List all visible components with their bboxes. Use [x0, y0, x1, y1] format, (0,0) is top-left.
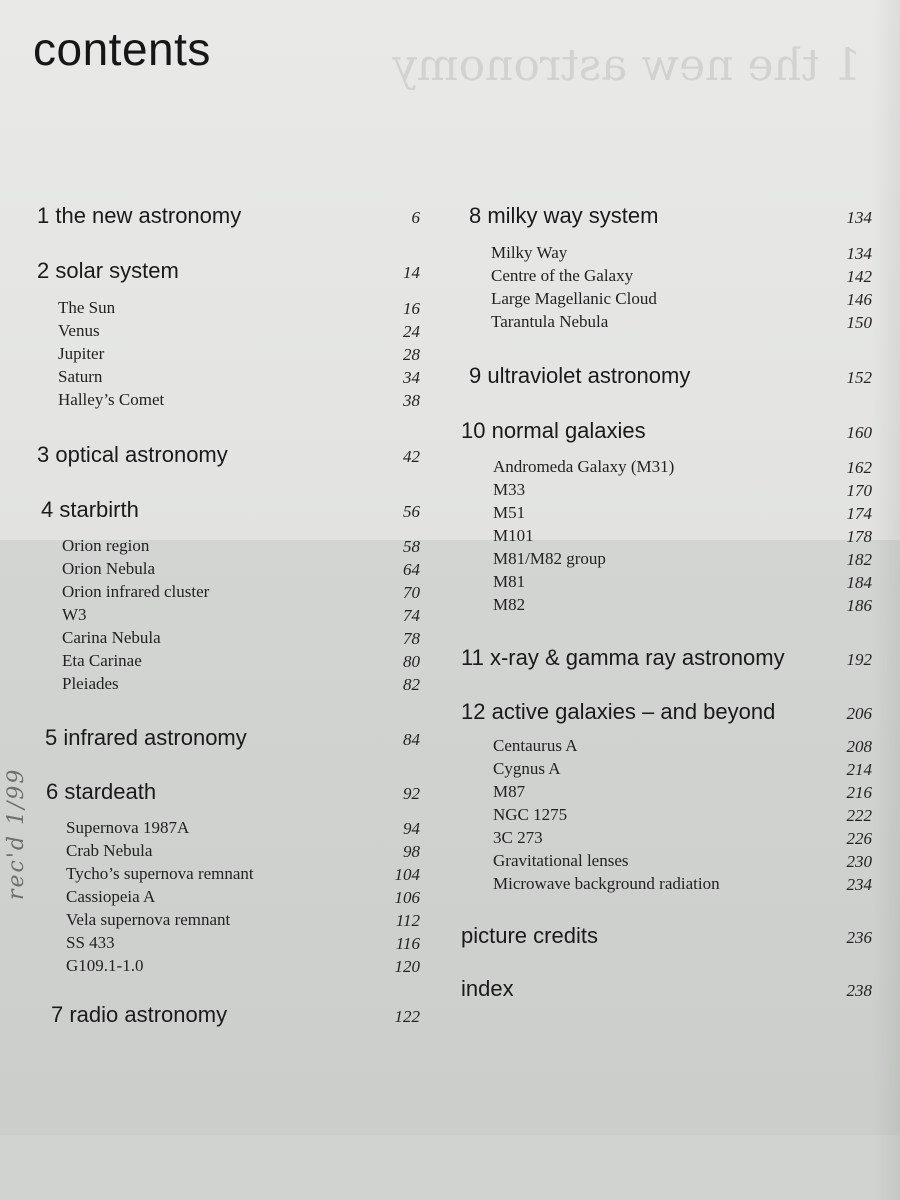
entry-title: M81: [493, 572, 526, 591]
toc-entry-eta-carinae: [62, 651, 420, 671]
page-number: 28: [403, 345, 420, 364]
handwritten-margin-note: rec'd 1/99: [4, 767, 29, 900]
toc-entry-andromeda-galaxy-m31: [493, 457, 872, 477]
page-number: 174: [846, 504, 872, 523]
entry-title: Jupiter: [58, 344, 105, 363]
toc-chapter-12-active-galaxies-and-beyond: [461, 699, 872, 725]
chapter-title: 3 optical astronomy: [37, 442, 228, 467]
chapter-title: index: [461, 976, 514, 1001]
toc-chapter-2-solar-system: [37, 258, 420, 284]
toc-entry-halley-s-comet: [58, 390, 420, 410]
page-number: 84: [403, 730, 420, 749]
entry-title: Vela supernova remnant: [66, 910, 231, 929]
entry-title: Venus: [58, 321, 100, 340]
toc-entry-ngc-1275: [493, 805, 872, 825]
toc-entry-pleiades: [62, 674, 420, 694]
entry-title: Cygnus A: [493, 759, 561, 778]
entry-title: The Sun: [58, 298, 116, 317]
page-number: 236: [846, 928, 872, 947]
toc-chapter-10-normal-galaxies: [461, 418, 872, 444]
entry-title: Gravitational lenses: [493, 851, 629, 870]
entry-title: Tycho’s supernova remnant: [66, 864, 254, 883]
page-number: 16: [403, 299, 420, 318]
toc-entry-the-sun: [58, 298, 420, 318]
page-number: 106: [394, 888, 420, 907]
toc-entry-jupiter: [58, 344, 420, 364]
toc-chapter-7-radio-astronomy: [51, 1002, 420, 1028]
page-number: 238: [846, 981, 872, 1000]
toc-entry-orion-region: [62, 536, 420, 556]
toc-entry-m33: [493, 480, 872, 500]
chapter-title: 4 starbirth: [41, 497, 139, 522]
toc-entry-large-magellanic-cloud: [491, 289, 872, 309]
entry-title: Orion infrared cluster: [62, 582, 210, 601]
entry-title: Supernova 1987A: [66, 818, 190, 837]
page-number: 116: [395, 934, 420, 953]
toc-entry-vela-supernova-remnant: [66, 910, 420, 930]
toc-entry-w3: [62, 605, 420, 625]
toc-entry-orion-infrared-cluster: [62, 582, 420, 602]
entry-title: M51: [493, 503, 526, 522]
chapter-title: 6 stardeath: [46, 779, 157, 804]
toc-entry-m81-m82-group: [493, 549, 872, 569]
toc-entry-crab-nebula: [66, 841, 420, 861]
entry-title: Pleiades: [62, 674, 119, 693]
chapter-title: 11 x-ray & gamma ray astronomy: [461, 645, 785, 670]
toc-chapter-4-starbirth: [41, 497, 420, 523]
entry-title: Orion Nebula: [62, 559, 156, 578]
page-number: 14: [403, 263, 420, 282]
toc-entry-g109-1-1-0: [66, 956, 420, 976]
toc-entry-m101: [493, 526, 872, 546]
entry-title: Eta Carinae: [62, 651, 142, 670]
page-number: 142: [846, 267, 872, 286]
chapter-title: 10 normal galaxies: [461, 418, 646, 443]
page-number: 134: [846, 244, 872, 263]
entry-title: Centre of the Galaxy: [491, 266, 634, 285]
toc-entry-saturn: [58, 367, 420, 387]
page-number: 214: [846, 760, 872, 779]
page-number: 182: [846, 550, 872, 569]
page-number: 78: [403, 629, 420, 648]
page-number: 6: [411, 208, 420, 227]
toc-entry-carina-nebula: [62, 628, 420, 648]
page-number: 74: [403, 606, 420, 625]
entry-title: Large Magellanic Cloud: [491, 289, 657, 308]
entry-title: M101: [493, 526, 534, 545]
chapter-title: 5 infrared astronomy: [45, 725, 247, 750]
toc-entry-centaurus-a: [493, 736, 872, 756]
entry-title: Crab Nebula: [66, 841, 153, 860]
page-number: 56: [403, 502, 420, 521]
toc-chapter-5-infrared-astronomy: [45, 725, 420, 751]
toc-entry-centre-of-the-galaxy: [491, 266, 872, 286]
toc-entry-tycho-s-supernova-remnant: [66, 864, 420, 884]
entry-title: Andromeda Galaxy (M31): [493, 457, 675, 476]
page-number: 34: [403, 368, 420, 387]
entry-title: Milky Way: [491, 243, 568, 262]
toc-entry-microwave-background-radiation: [493, 874, 872, 894]
entry-title: M82: [493, 595, 526, 614]
toc-entry-supernova-1987a: [66, 818, 420, 838]
page-number: 234: [846, 875, 872, 894]
chapter-title: 1 the new astronomy: [37, 203, 242, 228]
toc-entry-ss-433: [66, 933, 420, 953]
entry-title: Halley’s Comet: [58, 390, 165, 409]
page-number: 82: [403, 675, 420, 694]
page-number: 38: [403, 391, 420, 410]
page-number: 186: [846, 596, 872, 615]
toc-entry-milky-way: [491, 243, 872, 263]
page-number: 192: [846, 650, 872, 669]
toc-entry-m81: [493, 572, 872, 592]
toc-entry-m51: [493, 503, 872, 523]
entry-title: Cassiopeia A: [66, 887, 156, 906]
toc-chapter-3-optical-astronomy: [37, 442, 420, 468]
page-number: 122: [394, 1007, 420, 1026]
page-number: 160: [846, 423, 872, 442]
entry-title: Saturn: [58, 367, 103, 386]
page-number: 162: [846, 458, 872, 477]
page-number: 146: [846, 290, 872, 309]
page-title: contents: [33, 23, 211, 75]
page-number: 170: [846, 481, 872, 500]
toc-entry-gravitational-lenses: [493, 851, 872, 871]
show-through-title: 1 the new astronomy: [392, 40, 862, 91]
entry-title: Microwave background radiation: [493, 874, 720, 893]
toc-entry-tarantula-nebula: [491, 312, 872, 332]
page-bottom-band: [0, 1135, 900, 1200]
page-number: 222: [846, 806, 872, 825]
toc-entry-cygnus-a: [493, 759, 872, 779]
toc-chapter-picture-credits: [461, 923, 872, 949]
page-number: 120: [394, 957, 420, 976]
page-number: 150: [846, 313, 872, 332]
page-number: 134: [846, 208, 872, 227]
toc-entry-3c-273: [493, 828, 872, 848]
page-number: 42: [403, 447, 420, 466]
entry-title: Carina Nebula: [62, 628, 161, 647]
chapter-title: 7 radio astronomy: [51, 1002, 228, 1027]
entry-title: M33: [493, 480, 526, 499]
toc-chapter-8-milky-way-system: [469, 203, 872, 229]
page-number: 104: [394, 865, 420, 884]
entry-title: NGC 1275: [493, 805, 568, 824]
page-number: 58: [403, 537, 420, 556]
page-number: 216: [846, 783, 872, 802]
chapter-title: picture credits: [461, 923, 598, 948]
entry-title: Orion region: [62, 536, 150, 555]
chapter-title: 9 ultraviolet astronomy: [469, 363, 691, 388]
toc-entry-orion-nebula: [62, 559, 420, 579]
page-number: 98: [403, 842, 420, 861]
page-number: 178: [846, 527, 872, 546]
page-number: 24: [403, 322, 420, 341]
toc-entry-m82: [493, 595, 872, 615]
entry-title: SS 433: [66, 933, 115, 952]
toc-chapter-index: [461, 976, 872, 1002]
toc-entry-m87: [493, 782, 872, 802]
page-number: 80: [403, 652, 420, 671]
chapter-title: 8 milky way system: [469, 203, 659, 228]
page-number: 230: [846, 852, 872, 871]
toc-chapter-9-ultraviolet-astronomy: [469, 363, 872, 389]
chapter-title: 12 active galaxies – and beyond: [461, 699, 776, 724]
page-number: 70: [403, 583, 420, 602]
page-number: 226: [846, 829, 872, 848]
entry-title: W3: [62, 605, 87, 624]
entry-title: G109.1-1.0: [66, 956, 144, 975]
page-number: 208: [846, 737, 872, 756]
entry-title: Centaurus A: [493, 736, 578, 755]
page-number: 206: [846, 704, 872, 723]
toc-chapter-1-the-new-astronomy: [37, 203, 420, 229]
toc-chapter-6-stardeath: [46, 779, 420, 805]
entry-title: Tarantula Nebula: [491, 312, 609, 331]
entry-title: M81/M82 group: [493, 549, 606, 568]
toc-entry-cassiopeia-a: [66, 887, 420, 907]
page-number: 92: [403, 784, 420, 803]
toc-entry-venus: [58, 321, 420, 341]
chapter-title: 2 solar system: [37, 258, 179, 283]
page-number: 64: [403, 560, 420, 579]
page-number: 152: [846, 368, 872, 387]
entry-title: M87: [493, 782, 526, 801]
toc-chapter-11-x-ray-gamma-ray-astronomy: [461, 645, 872, 671]
page-number: 184: [846, 573, 872, 592]
page-number: 94: [403, 819, 420, 838]
page-number: 112: [395, 911, 420, 930]
entry-title: 3C 273: [493, 828, 543, 847]
page-edge-shadow: [872, 0, 900, 1200]
